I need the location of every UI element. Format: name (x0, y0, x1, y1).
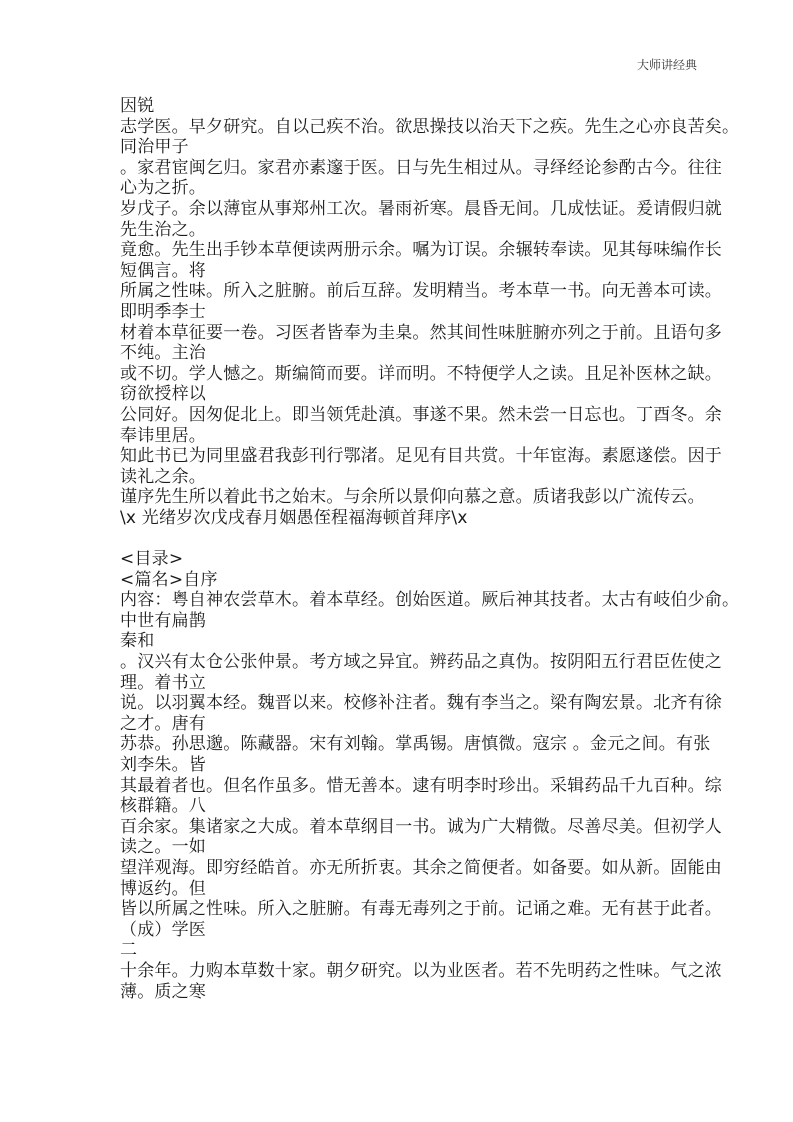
text-line: 竟愈。先生出手钞本草便读两册示余。嘱为订误。余辗转奉读。见其每味编作长 (120, 240, 722, 261)
text-line: 望洋观海。即穷经皓首。亦无所折衷。其余之简便者。如备要。如从新。固能由 (120, 857, 722, 878)
text-line: 读礼之余。 (120, 466, 206, 487)
text-line: 内容：粤自神农尝草木。着本草经。创始医道。厥后神其技者。太古有岐伯少俞。 (120, 590, 740, 611)
text-line: 读之。一如 (120, 837, 206, 858)
text-line: 同治甲子 (120, 137, 189, 158)
text-line: 苏恭。孙思邈。陈藏器。宋有刘翰。掌禹锡。唐慎微。寇宗 。金元之间。有张 (120, 734, 711, 755)
text-line: 博返约。但 (120, 878, 206, 899)
text-line: 秦和 (120, 631, 155, 652)
text-line: 或不切。学人憾之。斯编简而要。详而明。不特便学人之读。且足补医林之缺。 (120, 363, 722, 384)
toc-section (120, 549, 740, 1002)
text-line: 所属之性味。所入之脏腑。前后互辞。发明精当。考本草一书。向无善本可读。 (120, 281, 722, 302)
text-line: 其最着者也。但名作虽多。惜无善本。逮有明李时珍出。采辑药品千九百种。综 (120, 775, 722, 796)
text-line: 核群籍。八 (120, 796, 206, 817)
text-line: （成）学医 (120, 919, 206, 940)
text-line: 十余年。力购本草数十家。朝夕研究。以为业医者。若不先明药之性味。气之浓 (120, 960, 722, 981)
text-line: 。家君宦闽乞归。家君亦素邃于医。日与先生相过从。寻绎经论参酌古今。往往 (120, 157, 722, 178)
text-line: 百余家。集诸家之大成。着本草纲目一书。诚为广大精微。尽善尽美。但初学人 (120, 816, 722, 837)
text-line: 材着本草征要一卷。习医者皆奉为圭臬。然其间性味脏腑亦列之于前。且语句多 (120, 322, 722, 343)
text-line: 谨序先生所以着此书之始末。与余所以景仰向慕之意。质诸我彭以广流传云。 (120, 487, 705, 508)
text-line: 即明季李士 (120, 301, 206, 322)
text-line: 中世有扁鹊 (120, 610, 206, 631)
text-line: 窃欲授梓以 (120, 384, 206, 405)
text-line: 岁戊子。余以薄宦从事郑州工次。暑雨祈寒。晨昏无间。几成怯证。爰请假归就 (120, 198, 722, 219)
toc-heading: <目录> (120, 549, 184, 570)
text-line: 刘李朱。皆 (120, 755, 206, 775)
text-line: 二 (120, 940, 138, 961)
text-line: 短偶言。将 (120, 260, 206, 281)
page-header-title: 大师讲经典 (636, 58, 697, 72)
text-line: 志学医。早夕研究。自以己疾不治。欲思操技以治天下之疾。先生之心亦良苦矣。 (120, 116, 740, 137)
preface-signature: \x 光绪岁次戊戌春月姻愚侄程福海顿首拜序\x (120, 507, 468, 528)
preface-section (120, 96, 740, 528)
text-line: 皆以所属之性味。所入之脏腑。有毒无毒列之于前。记诵之难。无有甚于此者。 (120, 899, 722, 920)
document-body (120, 96, 740, 1002)
text-line: 心为之折。 (120, 178, 206, 199)
text-line: 说。以羽翼本经。魏晋以来。校修补注者。魏有李当之。梁有陶宏景。北齐有徐 (120, 693, 722, 714)
chapter-label: <篇名>自序 (120, 569, 218, 590)
text-line: 。汉兴有太仓公张仲景。考方域之异宜。辨药品之真伪。按阴阳五行君臣佐使之 (120, 652, 722, 673)
text-line: 理。着书立 (120, 672, 206, 693)
spacer (120, 528, 680, 549)
text-line: 之才。唐有 (120, 713, 206, 734)
text-line: 公同好。因匆促北上。即当领凭赴滇。事遂不果。然未尝一日忘也。丁酉冬。余 (120, 404, 722, 425)
text-line: 不纯。主治 (120, 343, 206, 364)
text-line: 薄。质之寒 (120, 981, 206, 1002)
text-line: 先生治之。 (120, 219, 206, 240)
text-line: 奉讳里居。 (120, 425, 206, 446)
text-line: 因锐 (120, 96, 155, 116)
text-line: 知此书已为同里盛君我彭刊行鄂渚。足见有目共赏。十年宦海。素愿遂偿。因于 (120, 446, 722, 467)
